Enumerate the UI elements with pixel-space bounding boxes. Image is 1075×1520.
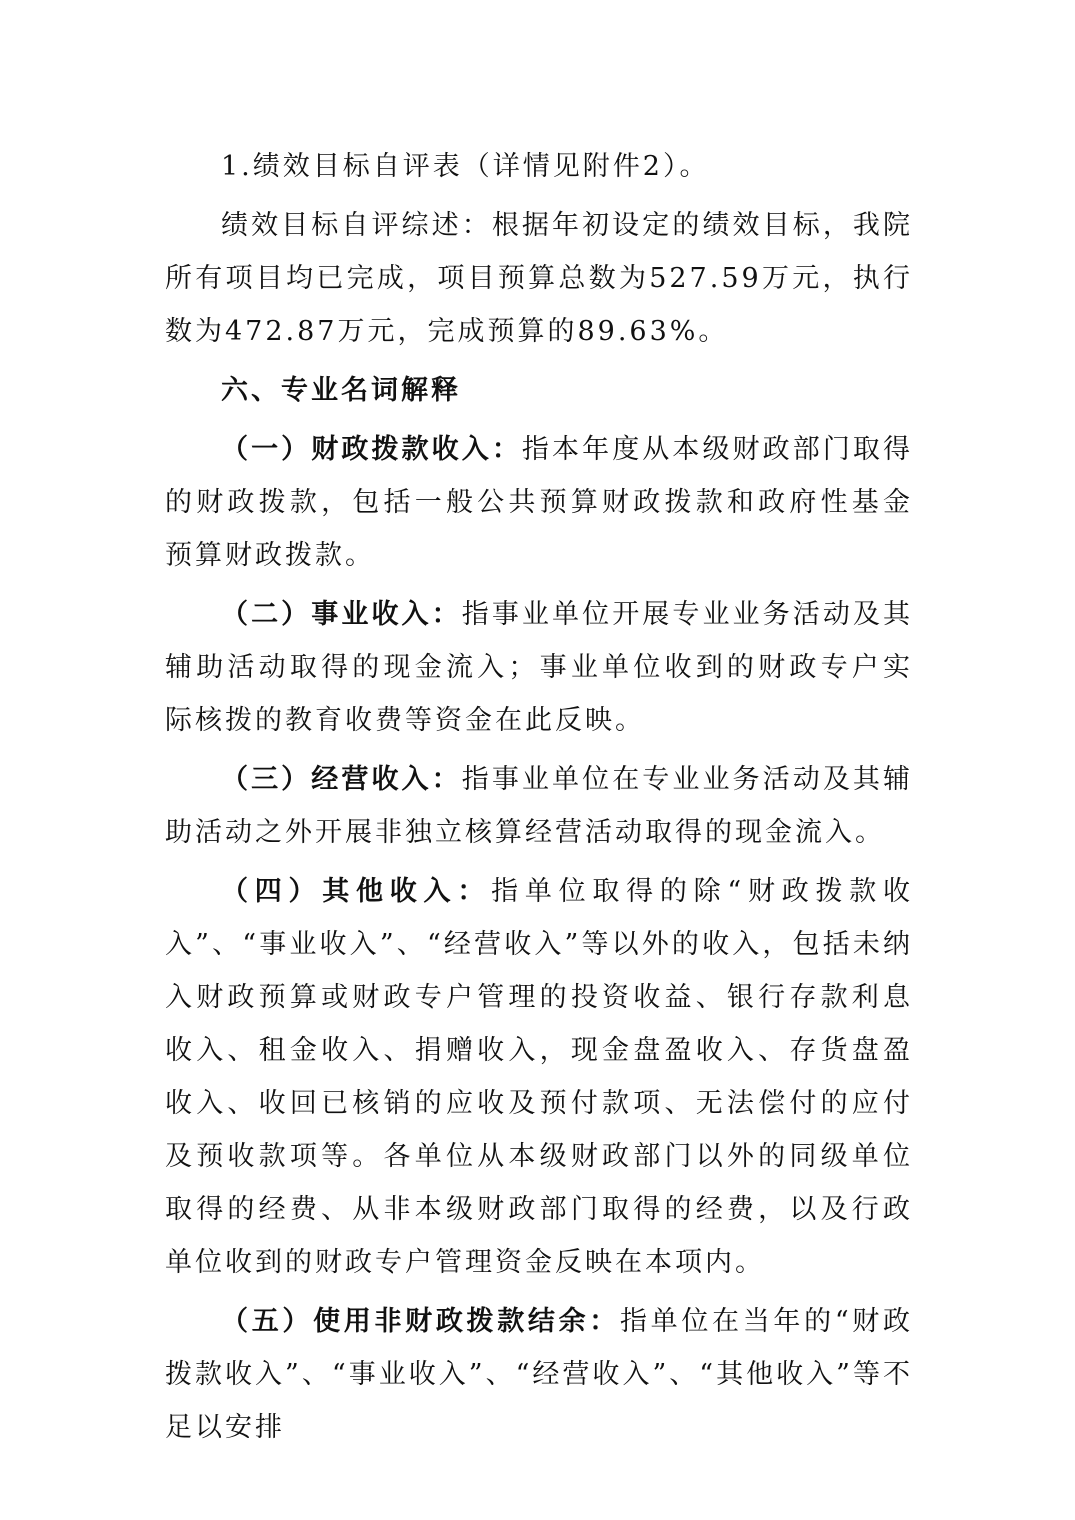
definition-text: 指单位在当年的“财政拨款收入”、“事业收入”、“经营收入”、“其他收入”等不足以安排 — [165, 1306, 914, 1443]
definition-term: （三）经营收入： — [221, 764, 462, 795]
definition-text: 指单位取得的除“财政拨款收入”、“事业收入”、“经营收入”等以外的收入，包括未纳入财政预算或财政专户管理的投资收益、银行存款利息收入、租金收入、捐赠收入，现金盘盈收入、存货盘盈收入、收回已核销的应收及预付款项、无法偿付的应付及预收款项等。各单位从本级财政部门以外的同级单位取得的经费、从非本级财政部门取得的经费，以及行政单位收到的财政专户管理资金反映在本项内。 — [165, 876, 913, 1278]
definition-item — [165, 588, 913, 747]
self-evaluation-table-line: 1.绩效目标自评表（详情见附件2）。 — [221, 151, 710, 182]
definition-item — [165, 753, 913, 859]
definition-text: 指本年度从本级财政部门取得的财政拨款，包括一般公共预算财政拨款和政府性基金预算财政拨款。 — [165, 434, 914, 571]
definition-text: 指事业单位在专业业务活动及其辅助活动之外开展非独立核算经营活动取得的现金流入。 — [165, 764, 914, 848]
definition-item — [165, 423, 913, 582]
definition-term: （四）其他收入： — [221, 876, 492, 907]
section-heading: 六、专业名词解释 — [221, 375, 461, 406]
definition-term: （一）财政拨款收入： — [221, 434, 522, 465]
definition-term: （五）使用非财政拨款结余： — [221, 1306, 620, 1337]
definition-item — [165, 865, 913, 1289]
document-page — [165, 140, 913, 1460]
definition-term: （二）事业收入： — [221, 599, 462, 630]
definition-item — [165, 1295, 913, 1454]
definition-text: 指事业单位开展专业业务活动及其辅助活动取得的现金流入；事业单位收到的财政专户实际核拨的教育收费等资金在此反映。 — [165, 599, 914, 736]
self-evaluation-summary: 绩效目标自评综述：根据年初设定的绩效目标，我院所有项目均已完成，项目预算总数为527.59万元，执行数为472.87万元，完成预算的89.63%。 — [165, 210, 913, 347]
